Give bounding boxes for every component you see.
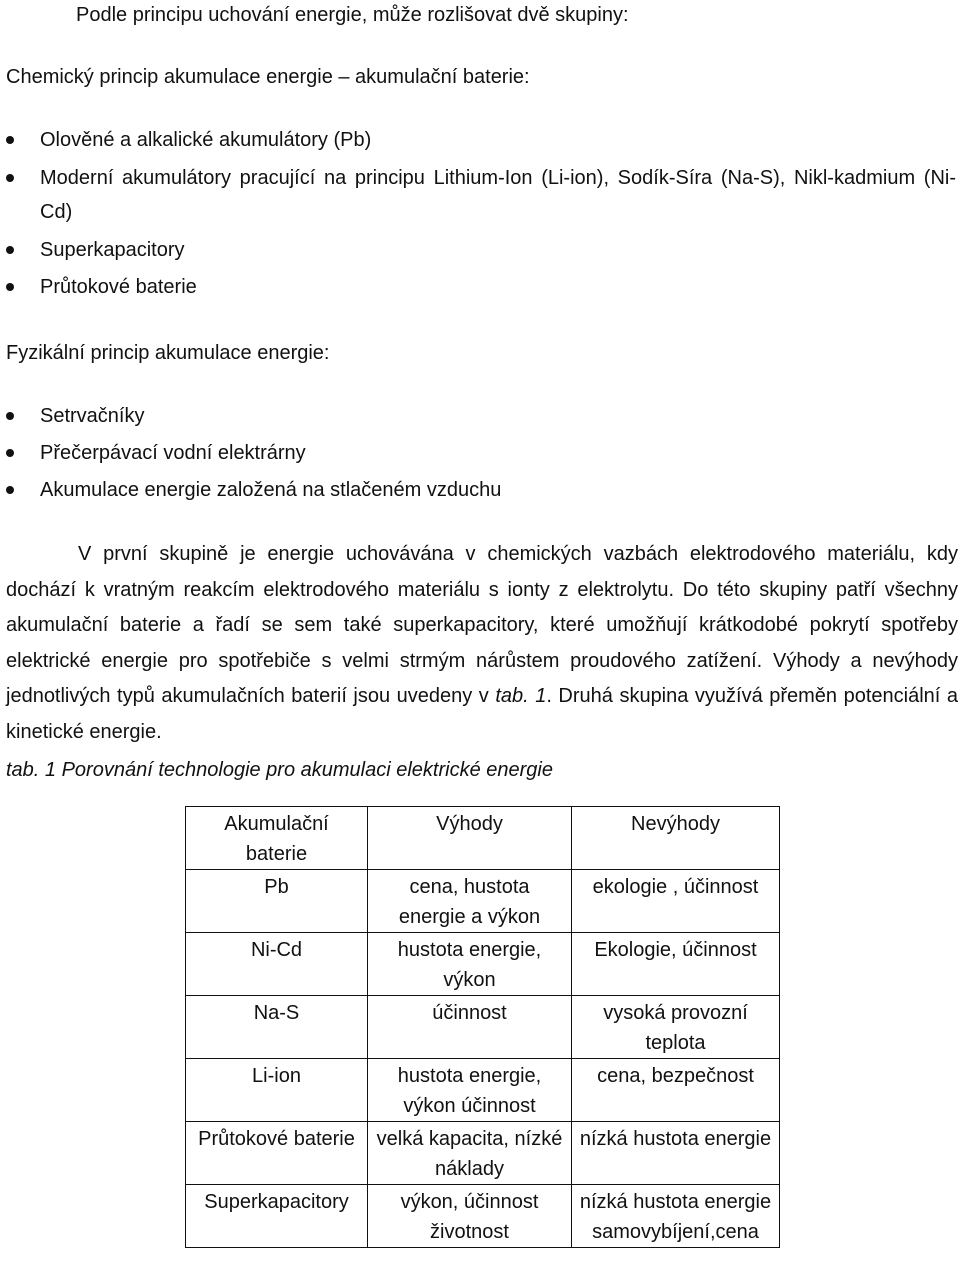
table-cell: Ni-Cd bbox=[186, 933, 368, 996]
table-cell: nízká hustota energie samovybíjení,cena bbox=[572, 1185, 780, 1248]
bullet-icon bbox=[6, 246, 14, 254]
table-cell: Průtokové baterie bbox=[186, 1122, 368, 1185]
bullet-icon bbox=[6, 174, 14, 182]
table-cell: účinnost bbox=[368, 996, 572, 1059]
bullet-icon bbox=[6, 486, 14, 494]
list-item bbox=[40, 473, 501, 507]
table-row bbox=[186, 933, 780, 996]
list-item-text: Přečerpávací vodní elektrárny bbox=[40, 442, 306, 464]
table-cell: ekologie , účinnost bbox=[572, 870, 780, 933]
table-cell: cena, hustota energie a výkon bbox=[368, 870, 572, 933]
table-cell: vysoká provozní teplota bbox=[572, 996, 780, 1059]
comparison-table bbox=[185, 806, 780, 1248]
list-item-text: Setrvačníky bbox=[40, 405, 145, 427]
header-cell: Nevýhody bbox=[572, 807, 780, 870]
physical-heading: Fyzikální princip akumulace energie: bbox=[6, 342, 330, 364]
table-cell: výkon, účinnost životnost bbox=[368, 1185, 572, 1248]
bullet-icon bbox=[6, 283, 14, 291]
intro-text: Podle principu uchování energie, může rozlišovat dvě skupiny: bbox=[76, 4, 629, 26]
list-item bbox=[40, 270, 197, 304]
table-cell: hustota energie, výkon bbox=[368, 933, 572, 996]
table-cell: velká kapacita, nízké náklady bbox=[368, 1122, 572, 1185]
table-cell: Na-S bbox=[186, 996, 368, 1059]
table-reference: tab. 1 bbox=[495, 685, 547, 707]
list-item bbox=[40, 123, 920, 157]
header-cell: Akumulační baterie bbox=[186, 807, 368, 870]
bullet-icon bbox=[6, 449, 14, 457]
paragraph-text-2: . Druhá skupina využívá přeměn potenciální a kinetické energie. bbox=[6, 685, 958, 743]
list-item-text: Průtokové baterie bbox=[40, 276, 197, 298]
list-item bbox=[40, 436, 306, 470]
bullet-icon bbox=[6, 412, 14, 420]
list-item-text: Moderní akumulátory pracující na principu Lithium-Ion (Li-ion), Sodík-Síra (Na-S), Nikl-kadmium (Ni-Cd) bbox=[40, 167, 956, 223]
list-item-text: Akumulace energie založená na stlačeném vzduchu bbox=[40, 479, 502, 501]
table-caption bbox=[6, 754, 553, 786]
list-item-text: Superkapacitory bbox=[40, 239, 185, 261]
table-cell: Superkapacitory bbox=[186, 1185, 368, 1248]
table-cell: Pb bbox=[186, 870, 368, 933]
table-cell: Ekologie, účinnost bbox=[572, 933, 780, 996]
table-cell: nízká hustota energie bbox=[572, 1122, 780, 1185]
bullet-icon bbox=[6, 136, 14, 144]
list-item bbox=[40, 399, 144, 433]
list-item bbox=[40, 161, 956, 229]
list-item bbox=[40, 233, 185, 267]
caption-text: 1 Porovnání technologie pro akumulaci elektrické energie bbox=[39, 759, 553, 781]
table-row bbox=[186, 1122, 780, 1185]
table-row bbox=[186, 870, 780, 933]
list-item-text: Olověné a alkalické akumulátory (Pb) bbox=[40, 129, 372, 151]
table-cell: Li-ion bbox=[186, 1059, 368, 1122]
table-cell: hustota energie, výkon účinnost bbox=[368, 1059, 572, 1122]
header-cell: Výhody bbox=[368, 807, 572, 870]
chemical-heading: Chemický princip akumulace energie – akumulační baterie: bbox=[6, 66, 530, 88]
paragraph-text-1: V první skupině je energie uchovávána v chemických vazbách elektrodového materiálu, kdy dochází k vratným reakcím elektrodového materiálu s ionty z elektrolytu. Do této skupiny patří všechny akumulační baterie a řadí se sem také superkapacitory, které umožňují krátkodobé pokrytí spotřeby elektrické energie pro spotřebiče s velmi strmým nárůstem proudového zatížení. Výhody a nevýhody jednotlivých typů akumulačních baterií jsou uvedeny v bbox=[6, 543, 958, 707]
caption-label: tab. bbox=[6, 759, 40, 781]
table-cell: cena, bezpečnost bbox=[572, 1059, 780, 1122]
body-paragraph bbox=[6, 537, 958, 750]
table-row bbox=[186, 1185, 780, 1248]
table-header-row bbox=[186, 807, 780, 870]
table-row bbox=[186, 996, 780, 1059]
table-row bbox=[186, 1059, 780, 1122]
